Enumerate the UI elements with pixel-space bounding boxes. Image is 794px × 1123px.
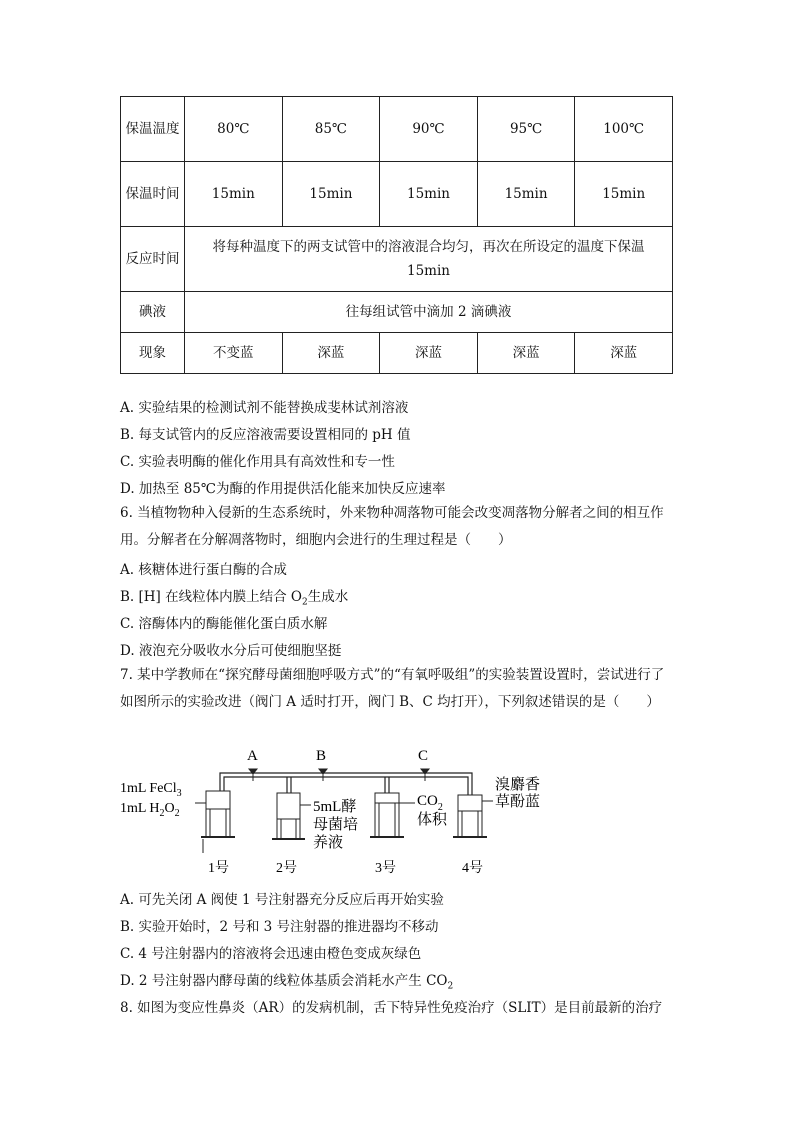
label-btb-1: 溴麝香 (495, 777, 541, 793)
q6-option-b: B. [H] 在线粒体内膜上结合 $O_2$生成水 (120, 589, 349, 608)
table-cell: 15min (282, 162, 380, 227)
table-cell: 100℃ (575, 97, 673, 162)
label-yeast-2: 母菌培 (313, 817, 359, 833)
q7-option-b: B. 实验开始时，2 号和 3 号注射器的推进器均不移动 (120, 919, 439, 935)
table-row (121, 292, 673, 333)
q6-option-d: D. 液泡充分吸收水分后可使细胞坚挺 (120, 643, 342, 659)
label-syringe-1: 1号 (208, 861, 229, 876)
table-row (121, 162, 673, 227)
label-co2: $CO_2$ (417, 793, 443, 813)
q7-option-d: D. 2 号注射器内酵母菌的线粒体基质会消耗水产生 $CO_2$ (120, 973, 454, 992)
table-cell: 15min (575, 162, 673, 227)
table-cell: 15min (477, 162, 575, 227)
label-btb-2: 草酚蓝 (495, 794, 541, 810)
valve-a (247, 748, 258, 781)
row-label: 保温时间 (121, 162, 185, 227)
svg-text:B: B (316, 748, 327, 764)
svg-text:A: A (247, 748, 258, 764)
label-h2o2: 1mL $H_2O_2$ (120, 801, 180, 819)
table-cell: 往每组试管中滴加 2 滴碘液 (185, 292, 673, 333)
label-yeast-3: 养液 (313, 835, 344, 851)
row-label: 碘液 (121, 292, 185, 333)
q5-option-a: A. 实验结果的检测试剂不能替换成斐林试剂溶液 (120, 400, 409, 416)
table-cell: 将每种温度下的两支试管中的溶液混合均匀，再次在所设定的温度下保温15min (185, 227, 673, 292)
q6-option-c: C. 溶酶体内的酶能催化蛋白质水解 (120, 616, 328, 632)
experiment-table (120, 96, 673, 374)
q5-option-b: B. 每支试管内的反应溶液需要设置相同的 pH 值 (120, 427, 411, 443)
table-cell: 85℃ (282, 97, 380, 162)
row-label: 现象 (121, 333, 185, 374)
q6-stem: 6. 当植物物种入侵新的生态系统时，外来物种凋落物可能会改变凋落物分解者之间的相互作用。分解者在分解凋落物时，细胞内会进行的生理过程是（ ） (120, 505, 664, 548)
table-row (121, 333, 673, 374)
q5-option-d: D. 加热至 85℃为酶的作用提供活化能来加快反应速率 (120, 481, 446, 497)
table-row (121, 97, 673, 162)
table-cell: 15min (185, 162, 283, 227)
q6-option-a: A. 核糖体进行蛋白酶的合成 (120, 562, 287, 578)
label-fecl3: 1mL FeCl$_3$ (120, 781, 182, 799)
label-syringe-2: 2号 (276, 861, 297, 876)
valve-b (316, 748, 327, 781)
experiment-apparatus-figure (115, 743, 560, 878)
table-row (121, 227, 673, 292)
q7-option-a: A. 可先关闭 A 阀使 1 号注射器充分反应后再开始实验 (120, 892, 444, 908)
q7-option-c: C. 4 号注射器内的溶液将会迅速由橙色变成灰绿色 (120, 946, 422, 962)
syringe-2 (272, 793, 305, 839)
table-cell: 15min (380, 162, 478, 227)
table-cell: 95℃ (477, 97, 575, 162)
label-yeast-1: 5mL酵 (313, 799, 357, 815)
label-syringe-3: 3号 (375, 861, 396, 876)
table-cell: 90℃ (380, 97, 478, 162)
q5-option-c: C. 实验表明酶的催化作用具有高效性和专一性 (120, 454, 395, 470)
syringe-1 (201, 791, 235, 853)
row-label: 保温温度 (121, 97, 185, 162)
table-cell: 深蓝 (575, 333, 673, 374)
table-cell: 深蓝 (282, 333, 380, 374)
label-co2-volume: 体积 (417, 812, 448, 828)
q8-stem: 8. 如图为变应性鼻炎（AR）的发病机制，舌下特异性免疫治疗（SLIT）是目前最新的治疗 (120, 1000, 663, 1016)
table-cell: 不变蓝 (185, 333, 283, 374)
svg-text:C: C (418, 748, 429, 764)
table-cell: 深蓝 (477, 333, 575, 374)
q7-stem: 7. 某中学教师在“探究酵母菌细胞呼吸方式”的“有氧呼吸组”的实验装置设置时，尝试进行了如图所示的实验改进（阀门 A 适时打开，阀门 B、C 均打开），下列叙述错误的是（ ） (120, 667, 665, 710)
row-label: 反应时间 (121, 227, 185, 292)
valve-c (418, 748, 429, 781)
syringe-3 (370, 793, 404, 837)
table-cell: 深蓝 (380, 333, 478, 374)
table-cell: 80℃ (185, 97, 283, 162)
syringe-4 (453, 795, 487, 837)
label-syringe-4: 4号 (462, 861, 483, 876)
